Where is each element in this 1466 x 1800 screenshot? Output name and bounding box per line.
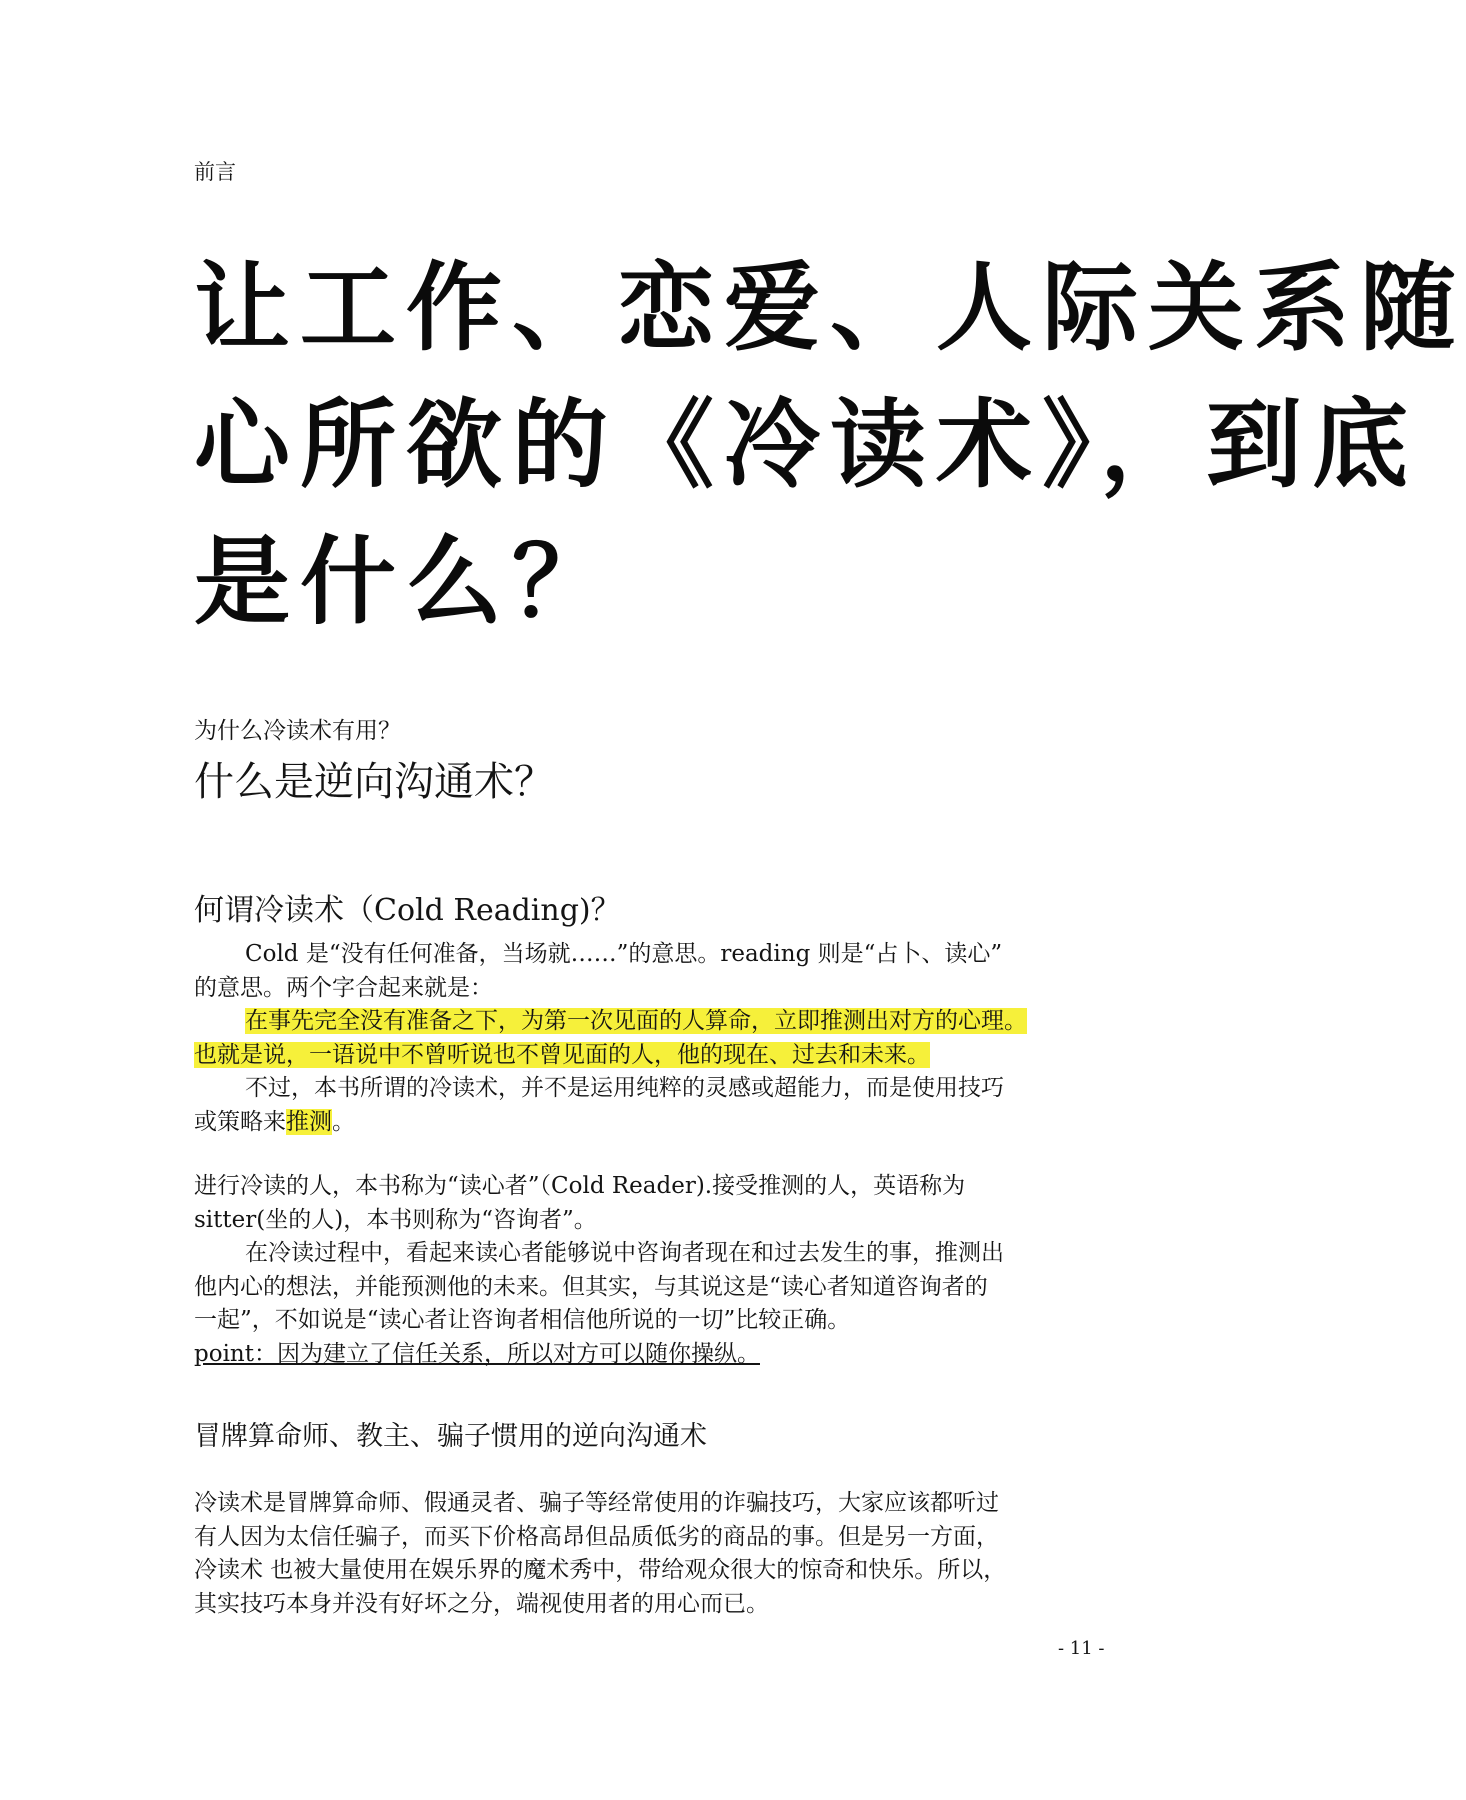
highlight-word: 推测 (286, 1108, 332, 1135)
section1-body (194, 938, 1104, 1140)
para3-line-2: sitter(坐的人)，本书则称为“咨询者”。 (194, 1206, 597, 1233)
title-line-1: 让工作、恋爱、人际关系随 (194, 252, 1466, 364)
para1-line-2: 的意思。两个字合起来就是： (194, 974, 493, 1001)
section2-line-3: 冷读术 也被大量使用在娱乐界的魔术秀中，带给观众很大的惊奇和快乐。所以， (194, 1557, 1007, 1584)
para4-line-2: 他内心的想法，并能预测他的未来。但其实，与其说这是“读心者知道咨询者的 (194, 1273, 988, 1300)
para1-line-1: Cold 是“没有任何准备，当场就……”的意思。reading 则是“占卜、读心” (245, 941, 1003, 967)
section1-body-cont (194, 1170, 1104, 1372)
para2-line-1: 不过，本书所谓的冷读术，并不是运用纯粹的灵感或超能力，而是使用技巧 (245, 1075, 1004, 1102)
title-line-3: 是什么？ (194, 526, 618, 638)
main-heading: 什么是逆向沟通术？ (194, 759, 554, 805)
page-title (194, 240, 1466, 651)
section2-line-1: 冷读术是冒牌算命师、假通灵者、骗子等经常使用的诈骗技巧，大家应该都听过 (194, 1490, 999, 1516)
section2-line-4: 其实技巧本身并没有好坏之分，端视使用者的用心而已。 (194, 1590, 769, 1617)
para2-start: 或策略来 (194, 1108, 286, 1135)
section-heading-cold-reading: 何谓冷读术（Cold Reading)？ (194, 893, 621, 928)
highlight-line-1: 在事先完全没有准备之下，为第一次见面的人算命，立即推测出对方的心理。 (245, 1008, 1027, 1035)
point-line: point：因为建立了信任关系，所以对方可以随你操纵。 (194, 1340, 760, 1367)
title-line-2: 心所欲的《冷读术》，到底 (194, 389, 1418, 501)
preface-label: 前言 (194, 160, 236, 184)
para2-line-2 (194, 1106, 1104, 1140)
subtitle-question: 为什么冷读术有用？ (194, 718, 401, 744)
para4-line-1: 在冷读过程中，看起来读心者能够说中咨询者现在和过去发生的事，推测出 (245, 1240, 1004, 1267)
highlight-line-2: 也就是说，一语说中不曾听说也不曾见面的人，他的现在、过去和未来。 (194, 1041, 930, 1068)
section-heading-reverse-communication: 冒牌算命师、教主、骗子惯用的逆向沟通术 (194, 1421, 707, 1452)
para2-end: 。 (332, 1108, 355, 1135)
page-number: - 11 - (1058, 1638, 1105, 1659)
para3-line-1: 进行冷读的人，本书称为“读心者”（Cold Reader).接受推测的人，英语称为 (194, 1173, 966, 1199)
section2-line-2: 有人因为太信任骗子，而买下价格高昂但品质低劣的商品的事。但是另一方面， (194, 1523, 999, 1550)
section2-body (194, 1487, 1104, 1621)
para4-line-3: 一起”，不如说是“读心者让咨询者相信他所说的一切”比较正确。 (194, 1307, 851, 1334)
